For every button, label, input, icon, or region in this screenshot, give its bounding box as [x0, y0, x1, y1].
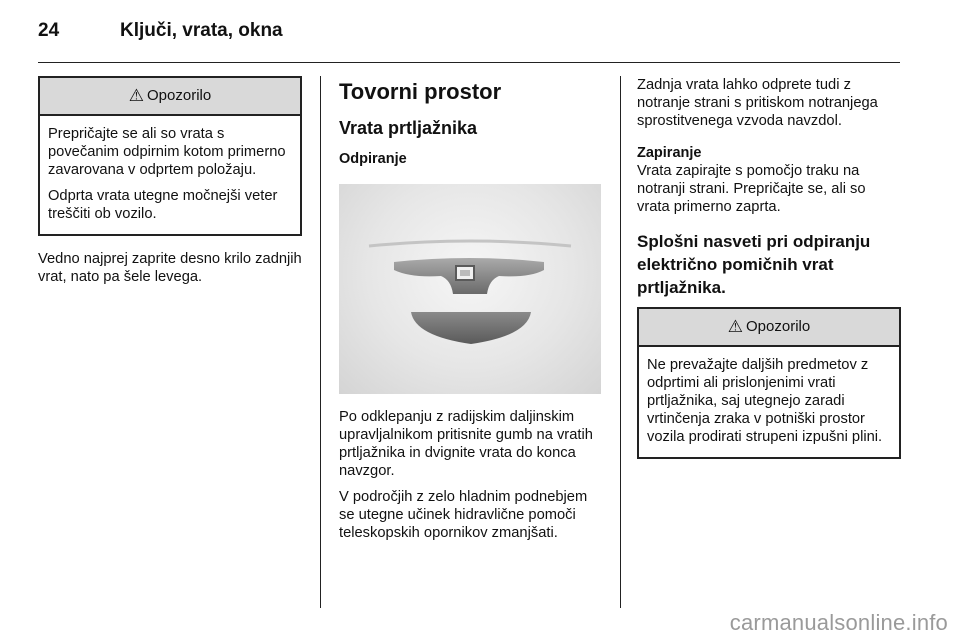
warning-header [639, 309, 899, 347]
body-paragraph: Vrata zapirajte s pomočjo traku na notranji strani. Prepričajte se, ali so vrata primerno zaprta. [637, 163, 866, 215]
column-divider [320, 76, 321, 608]
body-paragraph: Zadnja vrata lahko odprete tudi z notranje strani s pritiskom notranjega sprostitvenega vzvoda navzdol. [637, 77, 878, 129]
column-right [637, 76, 901, 459]
header-rule [38, 62, 900, 63]
column-divider [620, 76, 621, 608]
subheading: Odpiranje [339, 151, 407, 167]
warning-triangle-icon: ⚠ [727, 317, 744, 336]
warning-body [639, 347, 899, 457]
warning-box [637, 307, 901, 459]
column-middle [339, 76, 603, 550]
warning-body [40, 116, 300, 234]
watermark: carmanualsonline.info [729, 610, 948, 635]
subsection-title: Vrata prtljažnika [339, 118, 478, 138]
body-paragraph: V področjih z zelo hladnim podnebjem se utegne učinek hidravlične pomoči teleskopskih opornikov zmanjšati. [339, 489, 588, 541]
subsection-title: Splošni nasveti pri odpiranju električno pomičnih vrat prtljažnika. [637, 232, 871, 297]
subheading: Zapiranje [637, 145, 702, 161]
section-title: Tovorni prostor [339, 79, 502, 104]
warning-paragraph: Odprta vrata utegne močnejši veter treščiti ob vozilo. [48, 188, 278, 222]
warning-label: Opozorilo [746, 318, 811, 335]
body-paragraph: Vedno najprej zaprite desno krilo zadnjih vrat, nato pa šele levega. [38, 251, 302, 285]
warning-paragraph: Prepričajte se ali so vrata s povečanim odpirnim kotom primerno zavarovana v odprtem položaju. [48, 126, 286, 178]
page-number: 24 [38, 20, 60, 41]
page-title: Ključi, vrata, okna [120, 20, 283, 41]
tailgate-handle-illustration [339, 184, 601, 394]
column-left [38, 76, 302, 294]
tailgate-handle-photo [339, 184, 601, 394]
warning-triangle-icon: ⚠ [128, 86, 145, 105]
warning-header [40, 78, 300, 116]
warning-label: Opozorilo [147, 87, 212, 104]
warning-paragraph: Ne prevažajte daljših predmetov z odprtimi ali prislonjenimi vrati prtljažnika, saj utegnejo zaradi vrtinčenja zraka v potniški prostor vozila prodirati strupeni izpušni plini. [647, 357, 883, 445]
body-paragraph: Po odklepanju z radijskim daljinskim upravljalnikom pritisnite gumb na vratih prtljažnika in dvignite vrata do konca navzgor. [339, 409, 593, 479]
warning-box [38, 76, 302, 236]
